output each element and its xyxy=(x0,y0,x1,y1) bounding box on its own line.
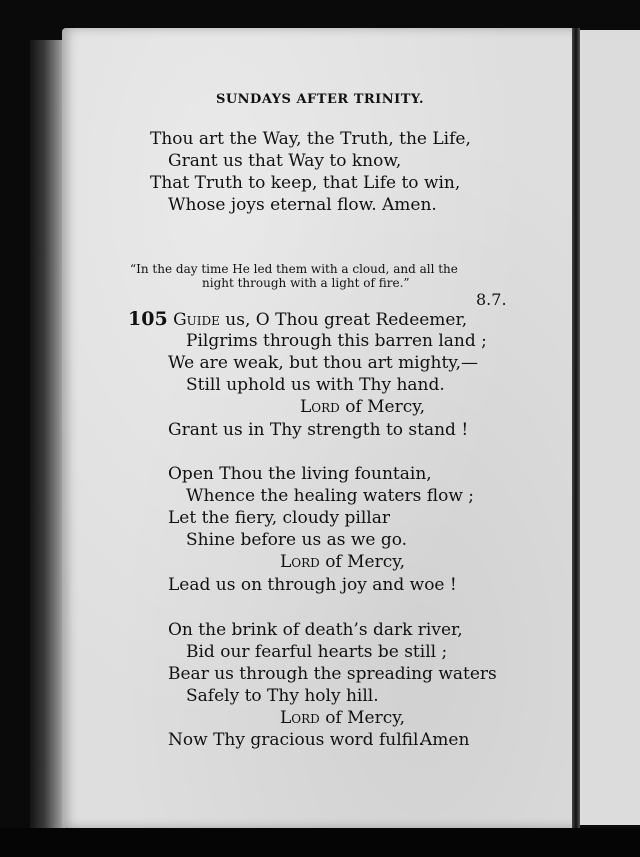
verse1-line1 xyxy=(128,309,467,332)
verse3-line4: Safely to Thy holy hill. xyxy=(186,686,379,706)
refrain-rest: ORD xyxy=(311,401,340,415)
verse1-line2: Pilgrims through this barren land ; xyxy=(186,331,487,351)
amen: Amen xyxy=(420,730,470,750)
epigraph-line-1: “In the day time He led them with a cloud, and all the xyxy=(130,262,458,276)
prev-hymn-line-1: Thou art the Way, the Truth, the Life, xyxy=(150,129,471,149)
refrain-initial: L xyxy=(300,397,312,417)
refrain-tail: of Mercy, xyxy=(339,397,425,417)
verse1-line3: We are weak, but thou art mighty,— xyxy=(168,353,479,373)
prev-hymn-line-2: Grant us that Way to know, xyxy=(168,151,402,171)
prev-hymn-line-4: Whose joys eternal flow. Amen. xyxy=(168,195,437,215)
verse3-line2: Bid our fearful hearts be still ; xyxy=(186,642,448,662)
first-word-rest: UIDE xyxy=(186,314,220,328)
verse1-line6: Grant us in Thy strength to stand ! xyxy=(168,420,469,440)
refrain-rest: ORD xyxy=(291,556,320,570)
page-gutter xyxy=(572,28,580,828)
refrain-rest: ORD xyxy=(291,712,320,726)
hymn-meter: 8.7. xyxy=(476,290,507,309)
epigraph-line-2: night through with a light of fire.” xyxy=(202,276,410,290)
book-left-edge xyxy=(30,40,66,830)
verse2-line1: Open Thou the living fountain, xyxy=(168,464,432,484)
hymn-number: 105 xyxy=(128,308,168,330)
refrain-tail: of Mercy, xyxy=(319,552,405,572)
first-word-initial: G xyxy=(173,310,187,330)
facing-page-edge xyxy=(580,30,640,825)
running-header: SUNDAYS AFTER TRINITY. xyxy=(215,92,425,107)
refrain-tail: of Mercy, xyxy=(319,708,405,728)
verse1-refrain xyxy=(300,397,425,419)
verse3-refrain xyxy=(280,708,405,730)
verse3-line6: Now Thy gracious word fulfil. xyxy=(168,730,424,750)
verse2-line3: Let the fiery, cloudy pillar xyxy=(168,508,390,528)
verse2-line6: Lead us on through joy and woe ! xyxy=(168,575,457,595)
verse1-line1-text: us, O Thou great Redeemer, xyxy=(219,310,468,330)
verse1-line4: Still uphold us with Thy hand. xyxy=(186,375,445,395)
refrain-initial: L xyxy=(280,552,292,572)
verse3-line1: On the brink of death’s dark river, xyxy=(168,620,463,640)
refrain-initial: L xyxy=(280,708,292,728)
book-page xyxy=(62,28,578,828)
verse2-refrain xyxy=(280,552,405,574)
verse3-line3: Bear us through the spreading waters xyxy=(168,664,497,684)
verse2-line2: Whence the healing waters flow ; xyxy=(186,486,475,506)
scan-border xyxy=(0,828,640,857)
verse2-line4: Shine before us as we go. xyxy=(186,530,408,550)
prev-hymn-line-3: That Truth to keep, that Life to win, xyxy=(150,173,461,193)
